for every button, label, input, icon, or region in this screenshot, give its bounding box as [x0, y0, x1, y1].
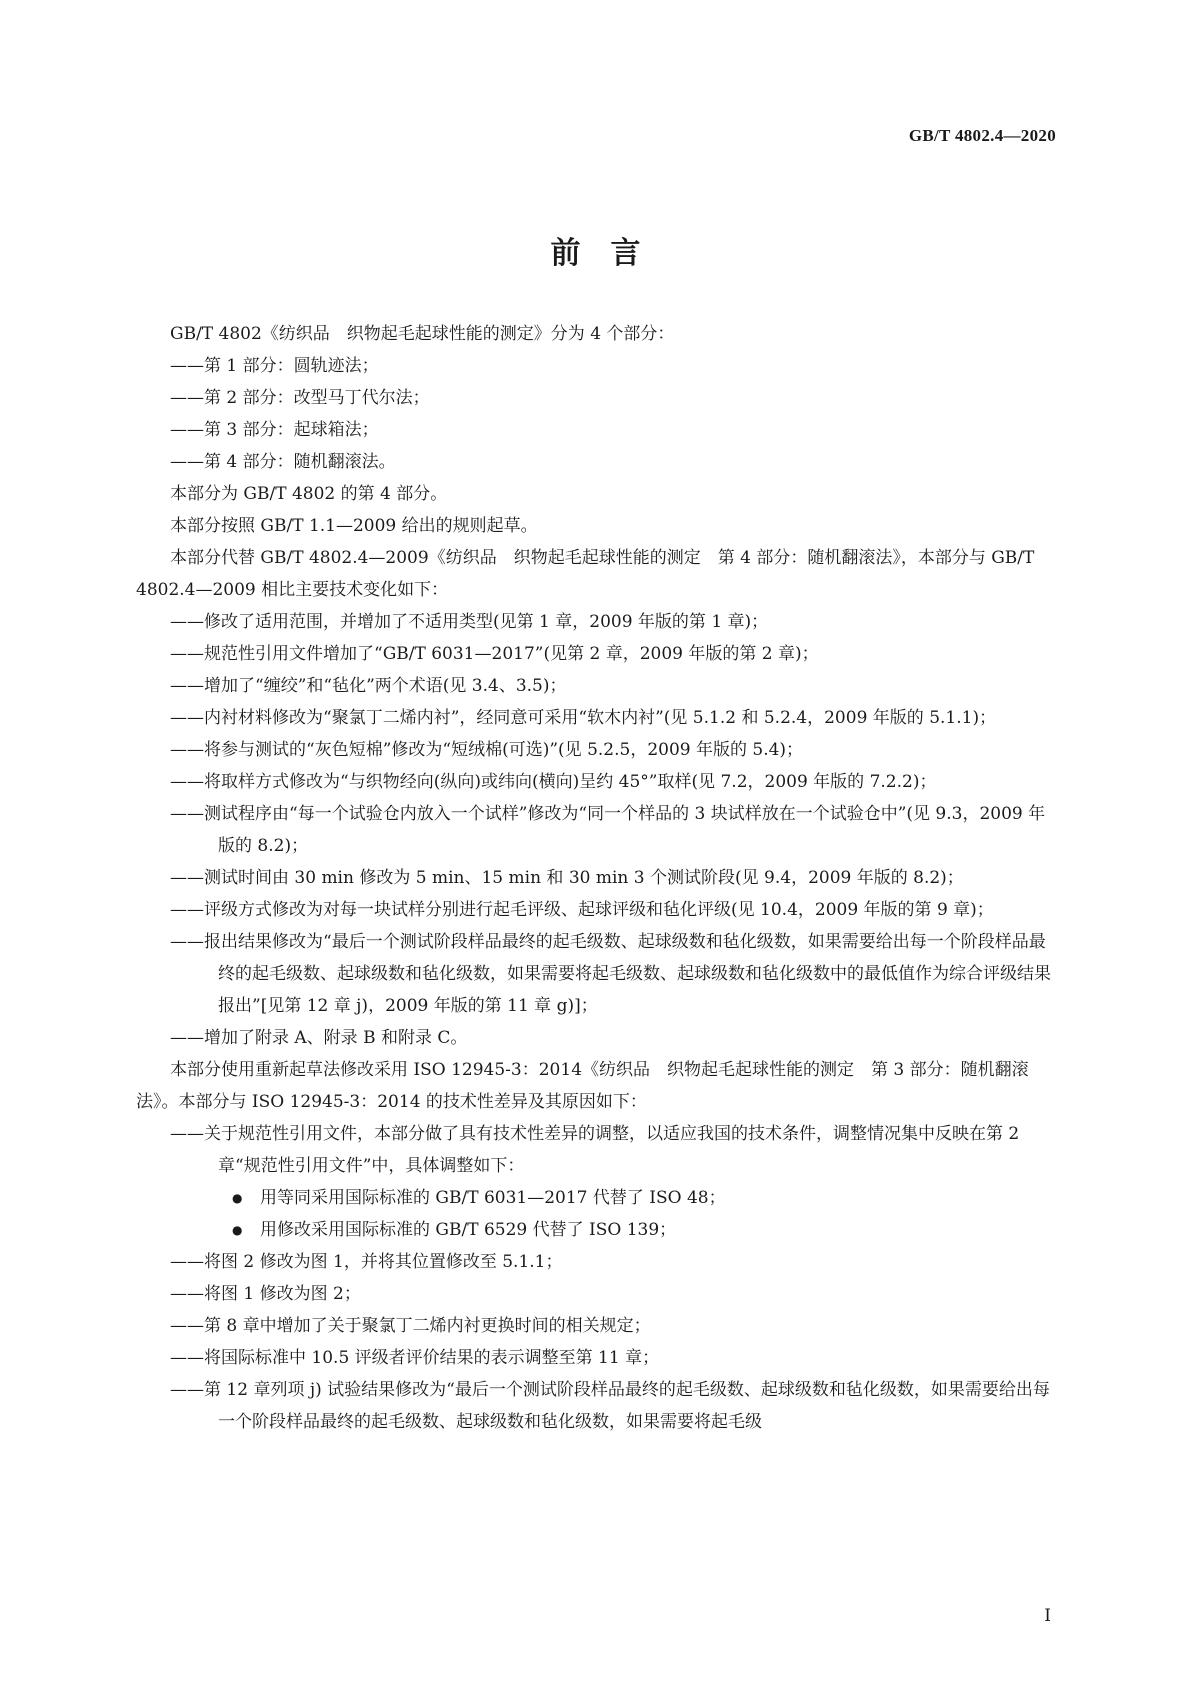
list-item: ——将参与测试的“灰色短棉”修改为“短绒棉(可选)”(见 5.2.5，2009 年版的 5.4)； [170, 740, 804, 760]
list-item: ——报出结果修改为“最后一个测试阶段样品最终的起毛级数、起球级数和毡化级数，如果需要给出每一个阶段样品最终的起毛级数、起球级数和毡化级数，如果需要将起毛级数、起球级数和毡化级数中的最低值作为综合评级结果报出”[见第 12 章 j)，2009 年版的第 11 章 g)]； [170, 932, 1051, 1016]
list-item: ——将图 2 修改为图 1，并将其位置修改至 5.1.1； [170, 1252, 563, 1272]
page-title: 前 言 [550, 236, 641, 271]
list-item: ——测试程序由“每一个试验仓内放入一个试样”修改为“同一个样品的 3 块试样放在一个试验仓中”(见 9.3，2009 年版的 8.2)； [170, 804, 1046, 856]
standard-code: GB/T 4802.4—2020 [908, 126, 1056, 145]
page-number: I [1044, 1606, 1051, 1626]
bullet-item: ● 用修改采用国际标准的 GB/T 6529 代替了 ISO 139； [136, 1214, 1056, 1246]
list-item: ——测试时间由 30 min 修改为 5 min、15 min 和 30 min 3 个测试阶段(见 9.4，2009 年版的 8.2)； [170, 868, 964, 888]
paragraph: 本部分按照 GB/T 1.1—2009 给出的规则起草。 [170, 516, 538, 536]
list-item: ——将国际标准中 10.5 评级者评价结果的表示调整至第 11 章； [170, 1348, 660, 1368]
list-item: ——第 3 部分：起球箱法； [170, 420, 379, 440]
paragraph: 本部分为 GB/T 4802 的第 4 部分。 [170, 484, 448, 504]
list-item: ——规范性引用文件增加了“GB/T 6031—2017”(见第 2 章，2009 年版的第 2 章)； [170, 644, 819, 664]
document-body [136, 318, 1056, 1438]
paragraph: GB/T 4802《纺织品 织物起毛起球性能的测定》分为 4 个部分： [170, 324, 675, 344]
list-item: ——第 8 章中增加了关于聚氯丁二烯内衬更换时间的相关规定； [170, 1316, 651, 1336]
list-item: ——第 2 部分：改型马丁代尔法； [170, 388, 430, 408]
list-item: ——将取样方式修改为“与织物经向(纵向)或纬向(横向)呈约 45°”取样(见 7.2，2009 年版的 7.2.2)； [170, 772, 937, 792]
list-item: ——内衬材料修改为“聚氯丁二烯内衬”，经同意可采用“软木内衬”(见 5.1.2 和 5.2.4，2009 年版的 5.1.1)； [170, 708, 997, 728]
list-item: ——修改了适用范围，并增加了不适用类型(见第 1 章，2009 年版的第 1 章)； [170, 612, 769, 632]
list-item: ——增加了附录 A、附录 B 和附录 C。 [170, 1028, 468, 1048]
list-item: ——将图 1 修改为图 2； [170, 1284, 361, 1304]
list-item: ——评级方式修改为对每一块试样分别进行起毛评级、起球评级和毡化评级(见 10.4，2009 年版的第 9 章)； [170, 900, 994, 920]
paragraph: 本部分代替 GB/T 4802.4—2009《纺织品 织物起毛起球性能的测定 第 4 部分：随机翻滚法》，本部分与 GB/T 4802.4—2009 相比主要技术变化如下： [136, 548, 1035, 600]
list-item: ——第 4 部分：随机翻滚法。 [170, 452, 396, 472]
list-item: ——第 1 部分：圆轨迹法； [170, 356, 379, 376]
list-item: ——第 12 章列项 j) 试验结果修改为“最后一个测试阶段样品最终的起毛级数、起球级数和毡化级数，如果需要给出每一个阶段样品最终的起毛级数、起球级数和毡化级数，如果需要将起毛级 [170, 1380, 1050, 1432]
list-item: ——增加了“缠绞”和“毡化”两个术语(见 3.4、3.5)； [170, 676, 567, 696]
list-item: ——关于规范性引用文件，本部分做了具有技术性差异的调整，以适应我国的技术条件，调整情况集中反映在第 2 章“规范性引用文件”中，具体调整如下： [170, 1124, 1020, 1176]
bullet-item: ● 用等同采用国际标准的 GB/T 6031—2017 代替了 ISO 48； [136, 1182, 1056, 1214]
paragraph: 本部分使用重新起草法修改采用 ISO 12945-3：2014《纺织品 织物起毛起球性能的测定 第 3 部分：随机翻滚法》。本部分与 ISO 12945-3：2014 的技术性差异及其原因如下： [136, 1060, 1029, 1112]
